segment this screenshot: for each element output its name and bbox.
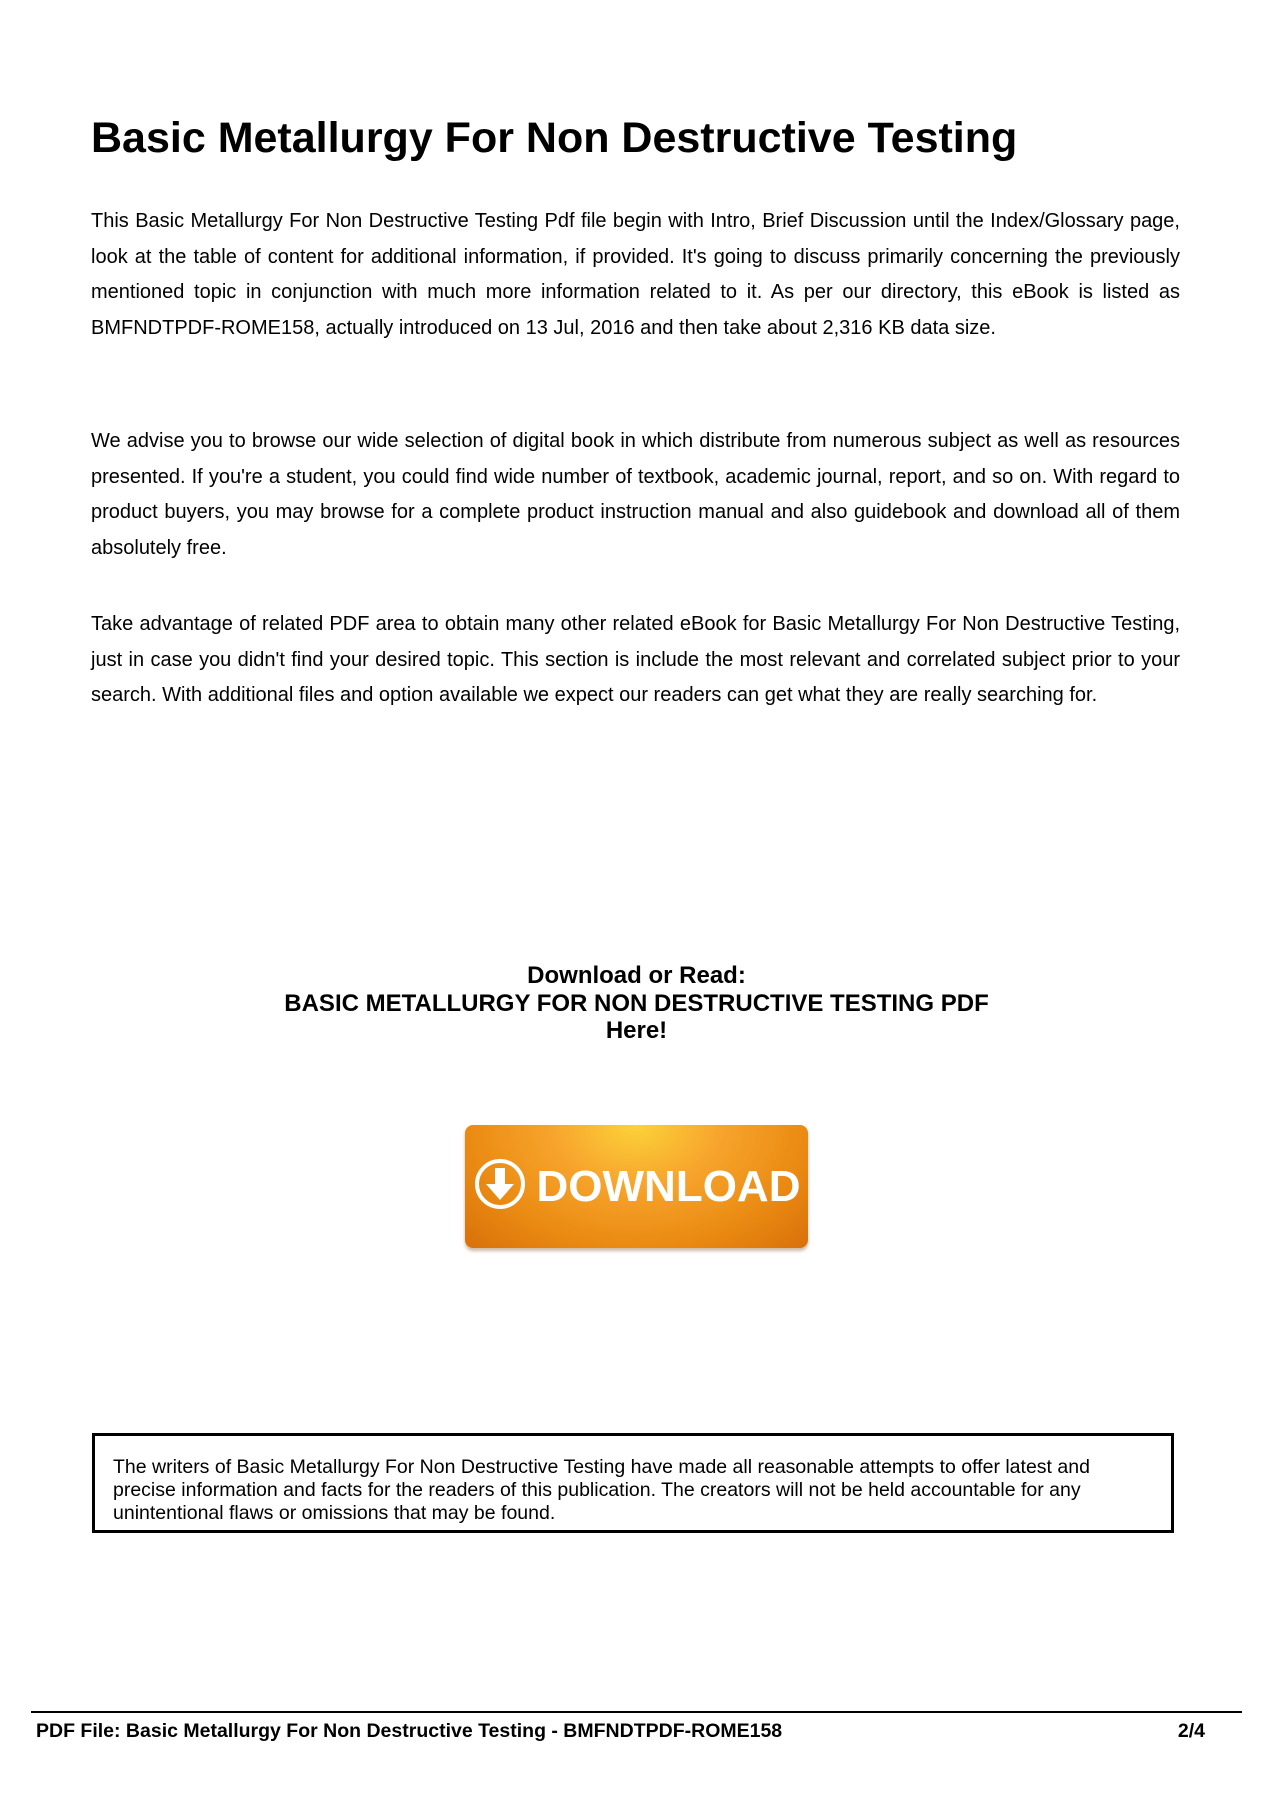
document-title: Basic Metallurgy For Non Destructive Testing [91, 114, 1018, 162]
related-paragraph: Take advantage of related PDF area to obtain many other related eBook for Basic Metallurgy For Non Destructive Testing, just in case you didn't find your desired topic. This section is include the most relevant and correlated subject prior to your search. With additional files and option available we expect our readers can get what they are really searching for. [91, 613, 1180, 706]
download-button[interactable] [465, 1125, 808, 1248]
disclaimer-box: The writers of Basic Metallurgy For Non Destructive Testing have made all reasonable attempts to offer latest and precise information and facts for the readers of this publication. The creators will not be held accountable for any unintentional flaws or omissions that may be found. [92, 1433, 1174, 1533]
footer-file-label: PDF File: Basic Metallurgy For Non Destructive Testing - BMFNDTPDF-ROME158 [36, 1720, 783, 1742]
download-heading-line2[interactable]: BASIC METALLURGY FOR NON DESTRUCTIVE TESTING PDF [284, 989, 989, 1017]
download-heading [0, 962, 1273, 1045]
footer-divider [31, 1711, 1242, 1713]
download-arrow-circle-icon [473, 1157, 527, 1216]
download-heading-line1: Download or Read: [527, 962, 746, 989]
browse-paragraph: We advise you to browse our wide selection of digital book in which distribute from numerous subject as well as resources presented. If you're a student, you could find wide number of textbook, academic journal, report, and so on. With regard to product buyers, you may browse for a complete product instruction manual and also guidebook and download all of them absolutely free. [91, 430, 1180, 559]
download-heading-line3: Here! [605, 1017, 668, 1044]
download-button-label: DOWNLOAD [536, 1161, 801, 1211]
footer-page-number: 2/4 [1177, 1720, 1205, 1742]
intro-paragraph: This Basic Metallurgy For Non Destructive Testing Pdf file begin with Intro, Brief Discussion until the Index/Glossary page, look at the table of content for additional information, if provided. It's going to discuss primarily concerning the previously mentioned topic in conjunction with much more information related to it. As per our directory, this eBook is listed as BMFNDTPDF-ROME158, actually introduced on 13 Jul, 2016 and then take about 2,316 KB data size. [91, 210, 1180, 339]
